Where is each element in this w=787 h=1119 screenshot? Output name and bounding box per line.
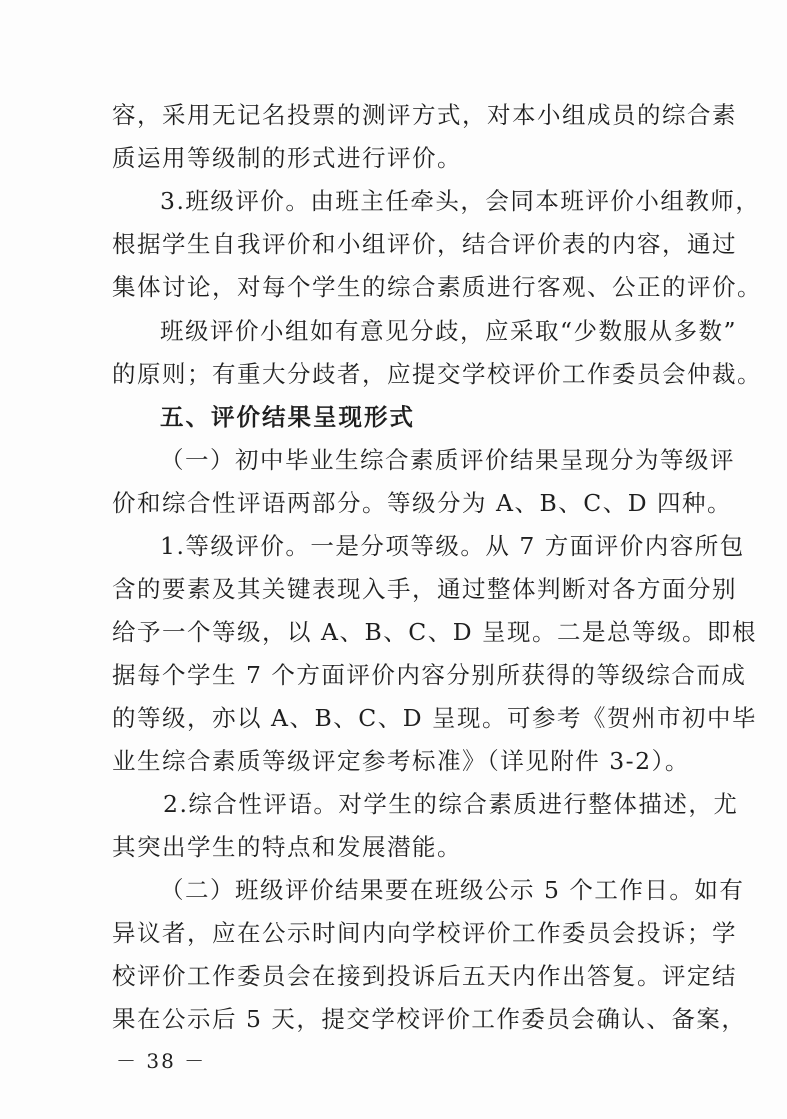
paragraph-line: （一）初中毕业生综合素质评价结果呈现分为等级评 (160, 446, 735, 474)
paragraph-line: 据每个学生 7 个方面评价内容分别所获得的等级综合而成 (112, 661, 747, 689)
paragraph-line: 根据学生自我评价和小组评价，结合评价表的内容，通过 (112, 230, 737, 258)
paragraph-line: 校评价工作委员会在接到投诉后五天内作出答复。评定结 (112, 962, 737, 990)
paragraph-line: 异议者，应在公示时间内向学校评价工作委员会投诉；学 (112, 919, 737, 947)
paragraph-line: 业生综合素质等级评定参考标准》（详见附件 3-2）。 (112, 747, 690, 775)
paragraph-line: 果在公示后 5 天，提交学校评价工作委员会确认、备案， (112, 1005, 747, 1033)
section-heading: 五、评价结果呈现形式 (160, 403, 415, 431)
paragraph-line: 3.班级评价。由班主任牵头，会同本班评价小组教师， (160, 187, 761, 215)
paragraph-line: 的等级，亦以 A、B、C、D 呈现。可参考《贺州市初中毕 (112, 704, 758, 732)
paragraph-line: （二）班级评价结果要在班级公示 5 个工作日。如有 (160, 876, 745, 904)
paragraph-line: 2.综合性评语。对学生的综合素质进行整体描述，尤 (163, 790, 739, 818)
paragraph-line: 含的要素及其关键表现入手，通过整体判断对各方面分别 (112, 575, 737, 603)
paragraph-line: 班级评价小组如有意见分歧，应采取“少数服从多数” (160, 317, 738, 345)
paragraph-line: 其突出学生的特点和发展潜能。 (112, 833, 462, 861)
paragraph-line: 1.等级评价。一是分项等级。从 7 方面评价内容所包 (160, 532, 745, 560)
paragraph-line: 的原则；有重大分歧者，应提交学校评价工作委员会仲裁。 (112, 360, 762, 388)
page-number: － 38 － (116, 1049, 207, 1073)
paragraph-line: 集体讨论，对每个学生的综合素质进行客观、公正的评价。 (112, 273, 762, 301)
paragraph-line: 给予一个等级，以 A、B、C、D 呈现。二是总等级。即根 (112, 618, 758, 646)
paragraph-line: 价和综合性评语两部分。等级分为 A、B、C、D 四种。 (112, 489, 733, 517)
paragraph-line: 容，采用无记名投票的测评方式，对本小组成员的综合素 (112, 101, 737, 129)
paragraph-line: 质运用等级制的形式进行评价。 (112, 144, 462, 172)
